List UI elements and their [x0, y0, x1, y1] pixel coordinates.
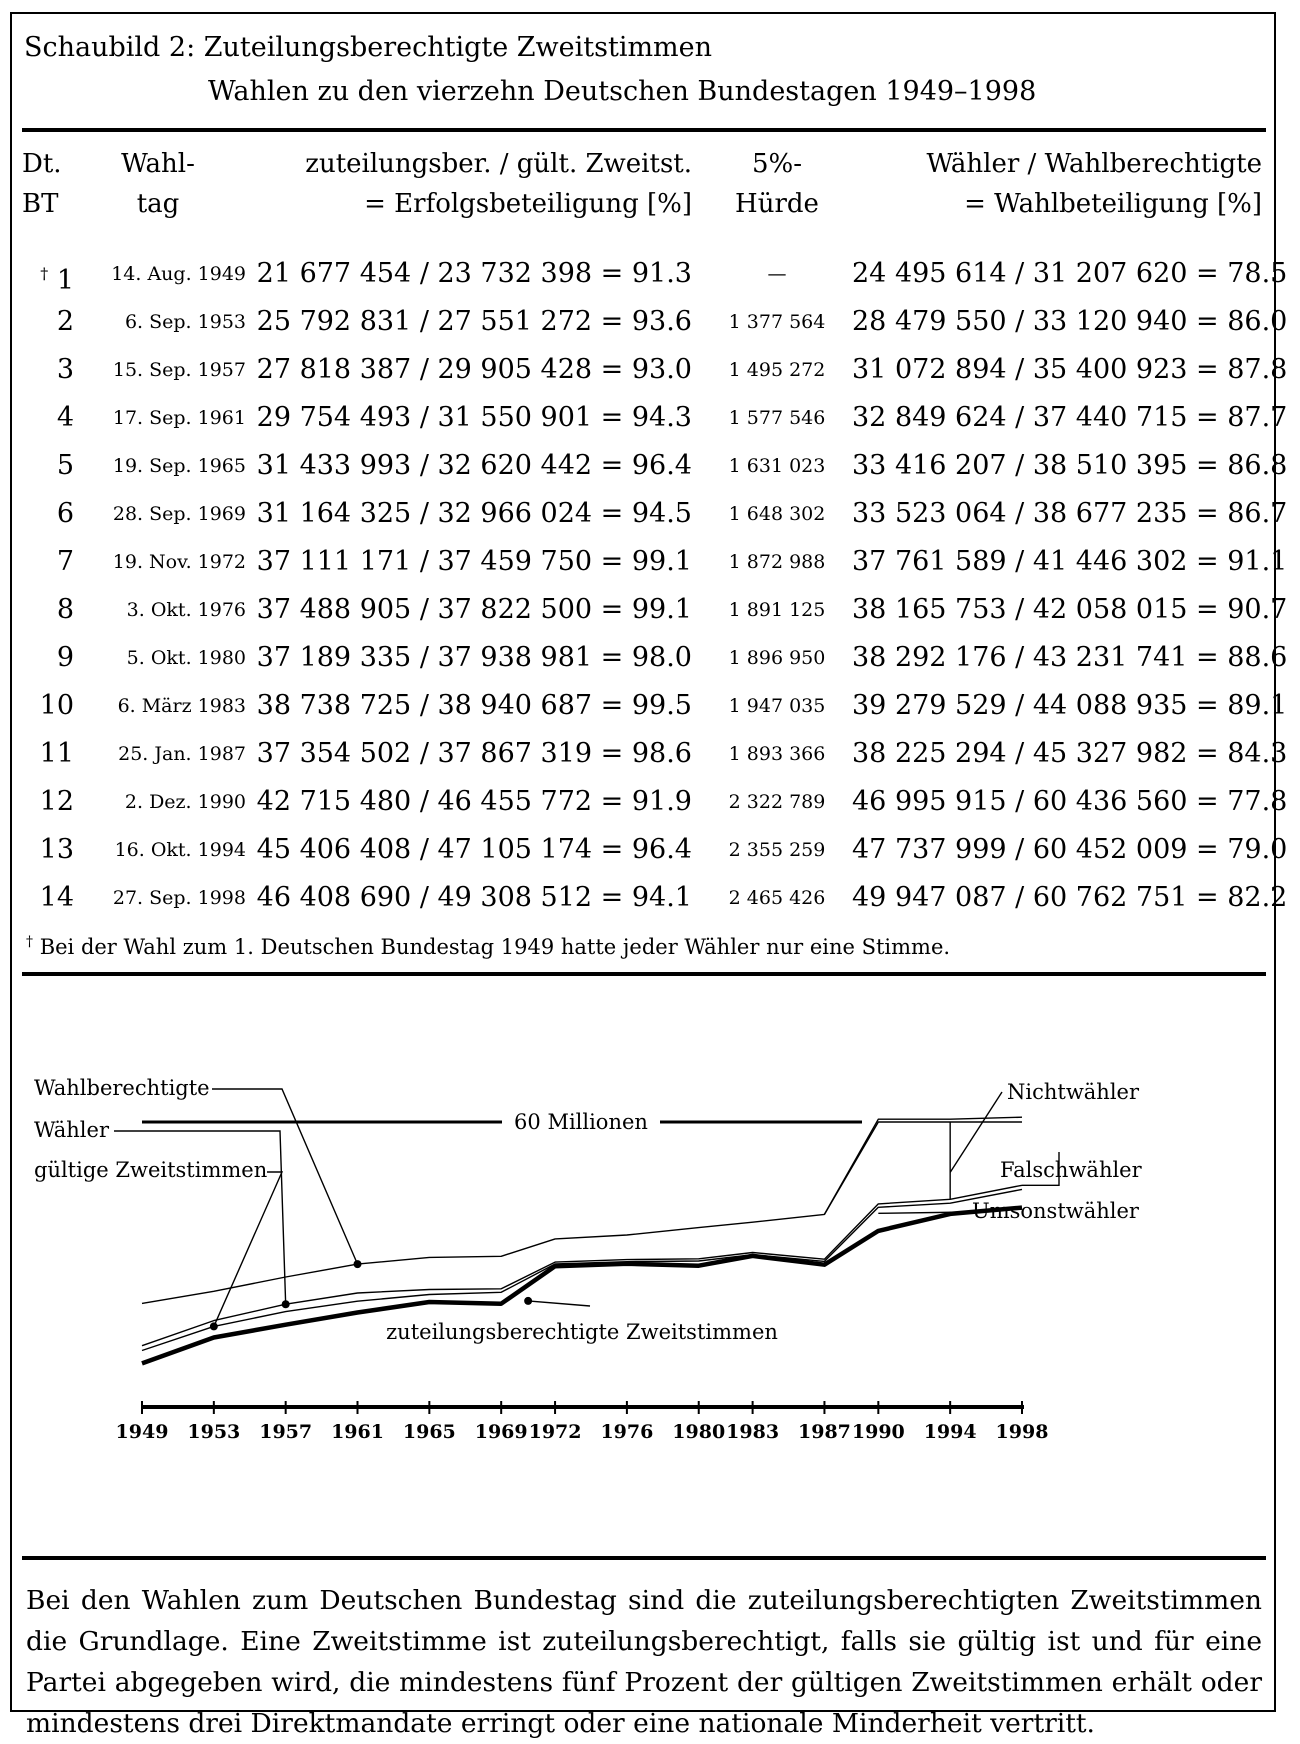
- cell-zweitstimmen: [252, 394, 692, 442]
- cell-date-text: 19. Nov. 1972: [112, 551, 246, 573]
- cell-bt: [22, 730, 74, 778]
- table-row: [12, 394, 1288, 442]
- table-row: [12, 634, 1288, 682]
- cell-date-text: 15. Sep. 1957: [112, 359, 246, 381]
- line-chart: [12, 1014, 1274, 1534]
- cell-wahlbeteiligung: [852, 826, 1288, 874]
- footnote-mark: †: [26, 934, 33, 950]
- cell-bt-text: 13: [39, 834, 74, 865]
- cell-bt: [22, 682, 74, 730]
- cell-zweitstimmen-text: 37 189 335 / 37 938 981 = 98.0: [256, 642, 692, 673]
- cell-date-text: 2. Dez. 1990: [124, 791, 246, 813]
- x-tick-label-1983: 1983: [726, 1421, 780, 1443]
- cell-huerde-text: 1 891 125: [728, 599, 826, 621]
- cell-huerde-text: 1 896 950: [728, 647, 826, 669]
- table-row: [12, 442, 1288, 490]
- cell-huerde-text: 1 648 302: [728, 503, 826, 525]
- x-tick-label-1961: 1961: [331, 1421, 384, 1443]
- cell-zweitstimmen: [252, 874, 692, 922]
- table-row: [12, 250, 1288, 298]
- figure-frame: [10, 12, 1288, 1739]
- cell-wahlbeteiligung: [852, 874, 1288, 922]
- cell-wahlbeteiligung-text: 46 995 915 / 60 436 560 = 77.8: [852, 786, 1288, 817]
- cell-zweitstimmen-text: 27 818 387 / 29 905 428 = 93.0: [256, 354, 692, 385]
- cell-bt-text: 10: [39, 690, 74, 721]
- x-tick-label-1998: 1998: [995, 1421, 1049, 1443]
- cell-date-text: 3. Okt. 1976: [126, 599, 246, 621]
- cell-huerde: [712, 298, 842, 346]
- cell-wahlbeteiligung: [852, 298, 1288, 346]
- cell-zweitstimmen: [252, 826, 692, 874]
- x-tick-label-1953: 1953: [187, 1421, 241, 1443]
- header-w-1: Wähler / Wahlberechtigte: [926, 149, 1262, 179]
- x-tick-label-1980: 1980: [672, 1421, 726, 1443]
- rule-middle: [22, 972, 1266, 976]
- explanation-text: Bei den Wahlen zum Deutschen Bundestag sind die zuteilungsberechtigten Zweitstimmen die Grundlage. Eine Zweitstimme ist zuteilungsberechtigt, falls sie gültig ist und für eine Partei abgegeben wird, die mindestens fünf Prozent der gültigen Zweitstimmen erhält oder mindestens drei Direktmandate erringt oder eine nationale Minderheit vertritt.: [26, 1585, 1262, 1739]
- cell-zweitstimmen: [252, 346, 692, 394]
- cell-date: [74, 298, 246, 346]
- cell-zweitstimmen: [252, 730, 692, 778]
- cell-huerde: [712, 634, 842, 682]
- rule-top: [22, 128, 1266, 132]
- cell-wahlbeteiligung: [852, 250, 1288, 298]
- cell-wahlbeteiligung-text: 33 416 207 / 38 510 395 = 86.8: [852, 450, 1288, 481]
- cell-zweitstimmen: [252, 634, 692, 682]
- cell-huerde-text: 1 947 035: [728, 695, 826, 717]
- cell-date-text: 25. Jan. 1987: [118, 743, 246, 765]
- cell-wahlbeteiligung-text: 32 849 624 / 37 440 715 = 87.7: [852, 402, 1288, 433]
- cell-date: [74, 346, 246, 394]
- header-z-1: zuteilungsber. / gült. Zweitst.: [305, 149, 692, 179]
- cell-wahlbeteiligung-text: 47 737 999 / 60 452 009 = 79.0: [852, 834, 1288, 865]
- cell-bt-text: 14: [39, 882, 74, 913]
- cell-wahlbeteiligung-text: 28 479 550 / 33 120 940 = 86.0: [852, 306, 1288, 337]
- x-tick-label-1965: 1965: [402, 1421, 456, 1443]
- cell-date: [74, 538, 246, 586]
- cell-wahlbeteiligung-text: 24 495 614 / 31 207 620 = 78.5: [852, 258, 1288, 289]
- table-row: [12, 778, 1288, 826]
- cell-wahlbeteiligung: [852, 442, 1288, 490]
- cell-zweitstimmen: [252, 778, 692, 826]
- cell-bt-text: 2: [56, 306, 74, 337]
- cell-date-text: 5. Okt. 1980: [126, 647, 246, 669]
- cell-huerde-text: —: [767, 263, 787, 285]
- cell-wahlbeteiligung: [852, 586, 1288, 634]
- cell-bt: [22, 298, 74, 346]
- cell-zweitstimmen: [252, 490, 692, 538]
- cell-zweitstimmen: [252, 586, 692, 634]
- cell-bt: [22, 442, 74, 490]
- x-tick-label-1949: 1949: [115, 1421, 169, 1443]
- cell-bt: [22, 826, 74, 874]
- table-row: [12, 682, 1288, 730]
- cell-bt: [22, 874, 74, 922]
- x-tick-label-1969: 1969: [474, 1421, 528, 1443]
- cell-bt: [22, 586, 74, 634]
- label-falschwaehler: Falschwähler: [1000, 1158, 1142, 1182]
- cell-wahlbeteiligung-text: 38 292 176 / 43 231 741 = 88.6: [852, 642, 1288, 673]
- x-tick-label-1976: 1976: [600, 1421, 654, 1443]
- cell-huerde: [712, 490, 842, 538]
- cell-date: [74, 826, 246, 874]
- label-wahlberechtigte: Wahlberechtigte: [34, 1076, 210, 1100]
- cell-zweitstimmen: [252, 250, 692, 298]
- cell-wahlbeteiligung: [852, 538, 1288, 586]
- cell-bt-text: 11: [39, 738, 74, 769]
- dot-wahlberechtigte: [354, 1260, 362, 1268]
- cell-huerde: [712, 874, 842, 922]
- reference-line-label: 60 Millionen: [514, 1110, 648, 1134]
- cell-date: [74, 730, 246, 778]
- cell-zweitstimmen-text: 21 677 454 / 23 732 398 = 91.3: [256, 258, 692, 289]
- cell-date-text: 6. Sep. 1953: [124, 311, 246, 333]
- cell-bt-text: 7: [56, 546, 74, 577]
- header-tag-1: Wahl-: [121, 149, 195, 179]
- leader-nichtwaehler: [950, 1092, 1002, 1172]
- cell-bt: [22, 346, 74, 394]
- cell-zweitstimmen-text: 46 408 690 / 49 308 512 = 94.1: [256, 882, 692, 913]
- cell-bt-text: 12: [39, 786, 74, 817]
- cell-wahlbeteiligung: [852, 778, 1288, 826]
- cell-zweitstimmen-text: 31 433 993 / 32 620 442 = 96.4: [256, 450, 692, 481]
- table-row: [12, 586, 1288, 634]
- cell-huerde: [712, 682, 842, 730]
- cell-bt-text: 1: [56, 265, 74, 296]
- cell-huerde: [712, 346, 842, 394]
- cell-mark: †: [40, 264, 49, 283]
- cell-wahlbeteiligung: [852, 346, 1288, 394]
- x-tick-label-1957: 1957: [259, 1421, 313, 1443]
- label-zuteilungsberechtigte: zuteilungsberechtigte Zweitstimmen: [386, 1320, 778, 1344]
- cell-zweitstimmen-text: 37 354 502 / 37 867 319 = 98.6: [256, 738, 692, 769]
- cell-huerde: [712, 250, 842, 298]
- leader-zuteilungsberechtigte: [528, 1301, 590, 1306]
- x-tick-label-1972: 1972: [528, 1421, 582, 1443]
- header-tag-2: tag: [136, 189, 180, 219]
- cell-zweitstimmen-text: 37 111 171 / 37 459 750 = 99.1: [256, 546, 692, 577]
- cell-date: [74, 442, 246, 490]
- cell-date: [74, 250, 246, 298]
- cell-date: [74, 682, 246, 730]
- table-row: [12, 346, 1288, 394]
- cell-date-text: 27. Sep. 1998: [112, 887, 246, 909]
- cell-huerde-text: 1 893 366: [728, 743, 826, 765]
- table-header: [12, 144, 1274, 224]
- cell-zweitstimmen-text: 37 488 905 / 37 822 500 = 99.1: [256, 594, 692, 625]
- cell-zweitstimmen-text: 38 738 725 / 38 940 687 = 99.5: [256, 690, 692, 721]
- cell-zweitstimmen-text: 45 406 408 / 47 105 174 = 96.4: [256, 834, 692, 865]
- cell-bt-text: 9: [56, 642, 74, 673]
- table-row: [12, 538, 1288, 586]
- dot-waehler: [282, 1300, 290, 1308]
- cell-zweitstimmen: [252, 682, 692, 730]
- cell-huerde-text: 2 465 426: [728, 887, 826, 909]
- cell-wahlbeteiligung: [852, 682, 1288, 730]
- cell-bt: [22, 778, 74, 826]
- cell-date: [74, 586, 246, 634]
- cell-bt-text: 5: [56, 450, 74, 481]
- cell-wahlbeteiligung-text: 33 523 064 / 38 677 235 = 86.7: [852, 498, 1288, 529]
- x-tick-label-1987: 1987: [798, 1421, 851, 1443]
- label-gueltige: gültige Zweitstimmen: [34, 1158, 268, 1182]
- cell-date-text: 19. Sep. 1965: [112, 455, 246, 477]
- cell-date: [74, 778, 246, 826]
- cell-zweitstimmen-text: 42 715 480 / 46 455 772 = 91.9: [256, 786, 692, 817]
- cell-zweitstimmen: [252, 298, 692, 346]
- dot-gueltige: [210, 1322, 218, 1330]
- table-row: [12, 826, 1288, 874]
- cell-zweitstimmen: [252, 442, 692, 490]
- cell-wahlbeteiligung: [852, 394, 1288, 442]
- leader-waehler: [114, 1131, 286, 1304]
- cell-huerde-text: 1 577 546: [728, 407, 826, 429]
- footnote-text: Bei der Wahl zum 1. Deutschen Bundestag 1949 hatte jeder Wähler nur eine Stimme.: [39, 935, 951, 959]
- cell-wahlbeteiligung-text: 31 072 894 / 35 400 923 = 87.8: [852, 354, 1288, 385]
- header-w-2: = Wahlbeteiligung [%]: [964, 189, 1262, 219]
- dot-zuteilungsberechtigte: [524, 1297, 532, 1305]
- header-z-2: = Erfolgsbeteiligung [%]: [364, 189, 692, 219]
- cell-bt-text: 6: [56, 498, 74, 529]
- cell-zweitstimmen-text: 31 164 325 / 32 966 024 = 94.5: [256, 498, 692, 529]
- cell-huerde: [712, 586, 842, 634]
- cell-huerde: [712, 778, 842, 826]
- label-waehler: Wähler: [34, 1118, 109, 1142]
- cell-bt: [22, 394, 74, 442]
- table-footnote: [26, 934, 950, 959]
- cell-wahlbeteiligung-text: 38 225 294 / 45 327 982 = 84.3: [852, 738, 1288, 769]
- cell-wahlbeteiligung: [852, 634, 1288, 682]
- cell-zweitstimmen: [252, 538, 692, 586]
- cell-zweitstimmen-text: 25 792 831 / 27 551 272 = 93.6: [256, 306, 692, 337]
- figure-title: Schaubild 2: Zuteilungsberechtigte Zweitstimmen: [24, 32, 713, 63]
- cell-wahlbeteiligung: [852, 490, 1288, 538]
- cell-wahlbeteiligung-text: 39 279 529 / 44 088 935 = 89.1: [852, 690, 1288, 721]
- cell-huerde-text: 1 377 564: [728, 311, 826, 333]
- cell-date: [74, 394, 246, 442]
- cell-date-text: 6. März 1983: [117, 695, 246, 717]
- cell-huerde: [712, 394, 842, 442]
- series-line-wahlberechtigte: [142, 1117, 1022, 1303]
- cell-date-text: 16. Okt. 1994: [114, 839, 246, 861]
- label-umsonstwaehler: Umsonstwähler: [972, 1199, 1139, 1223]
- figure-subtitle: Wahlen zu den vierzehn Deutschen Bundestagen 1949–1998: [208, 76, 1037, 107]
- cell-bt-text: 8: [56, 594, 74, 625]
- cell-bt-text: 4: [56, 402, 74, 433]
- cell-date-text: 17. Sep. 1961: [112, 407, 246, 429]
- cell-huerde: [712, 442, 842, 490]
- cell-wahlbeteiligung-text: 38 165 753 / 42 058 015 = 90.7: [852, 594, 1288, 625]
- cell-date-text: 14. Aug. 1949: [111, 263, 246, 285]
- cell-date: [74, 490, 246, 538]
- cell-huerde-text: 2 322 789: [728, 791, 826, 813]
- header-h-1: 5%-: [751, 149, 803, 179]
- table-row: [12, 730, 1288, 778]
- cell-bt: [22, 490, 74, 538]
- cell-huerde-text: 1 631 023: [728, 455, 826, 477]
- cell-date: [74, 874, 246, 922]
- x-tick-label-1994: 1994: [923, 1421, 977, 1443]
- leader-gueltige: [214, 1172, 282, 1326]
- cell-wahlbeteiligung-text: 49 947 087 / 60 762 751 = 82.2: [852, 882, 1288, 913]
- cell-huerde: [712, 730, 842, 778]
- header-h-2: Hürde: [735, 189, 819, 219]
- cell-huerde: [712, 826, 842, 874]
- cell-bt: [22, 538, 74, 586]
- table-row: [12, 490, 1288, 538]
- table-row: [12, 298, 1288, 346]
- header-bt-1: Dt.: [22, 149, 62, 179]
- cell-bt: [22, 250, 74, 305]
- cell-huerde-text: 2 355 259: [728, 839, 826, 861]
- cell-huerde-text: 1 872 988: [728, 551, 826, 573]
- cell-wahlbeteiligung: [852, 730, 1288, 778]
- cell-huerde-text: 1 495 272: [728, 359, 826, 381]
- rule-bottom: [22, 1556, 1266, 1560]
- cell-zweitstimmen-text: 29 754 493 / 31 550 901 = 94.3: [256, 402, 692, 433]
- header-bt-2: BT: [22, 189, 59, 219]
- label-nichtwaehler: Nichtwähler: [1007, 1080, 1140, 1104]
- cell-bt-text: 3: [56, 354, 74, 385]
- table-row: [12, 874, 1288, 922]
- cell-wahlbeteiligung-text: 37 761 589 / 41 446 302 = 91.1: [852, 546, 1288, 577]
- cell-date: [74, 634, 246, 682]
- cell-huerde: [712, 538, 842, 586]
- cell-bt: [22, 634, 74, 682]
- x-tick-label-1990: 1990: [851, 1421, 905, 1443]
- cell-date-text: 28. Sep. 1969: [112, 503, 246, 525]
